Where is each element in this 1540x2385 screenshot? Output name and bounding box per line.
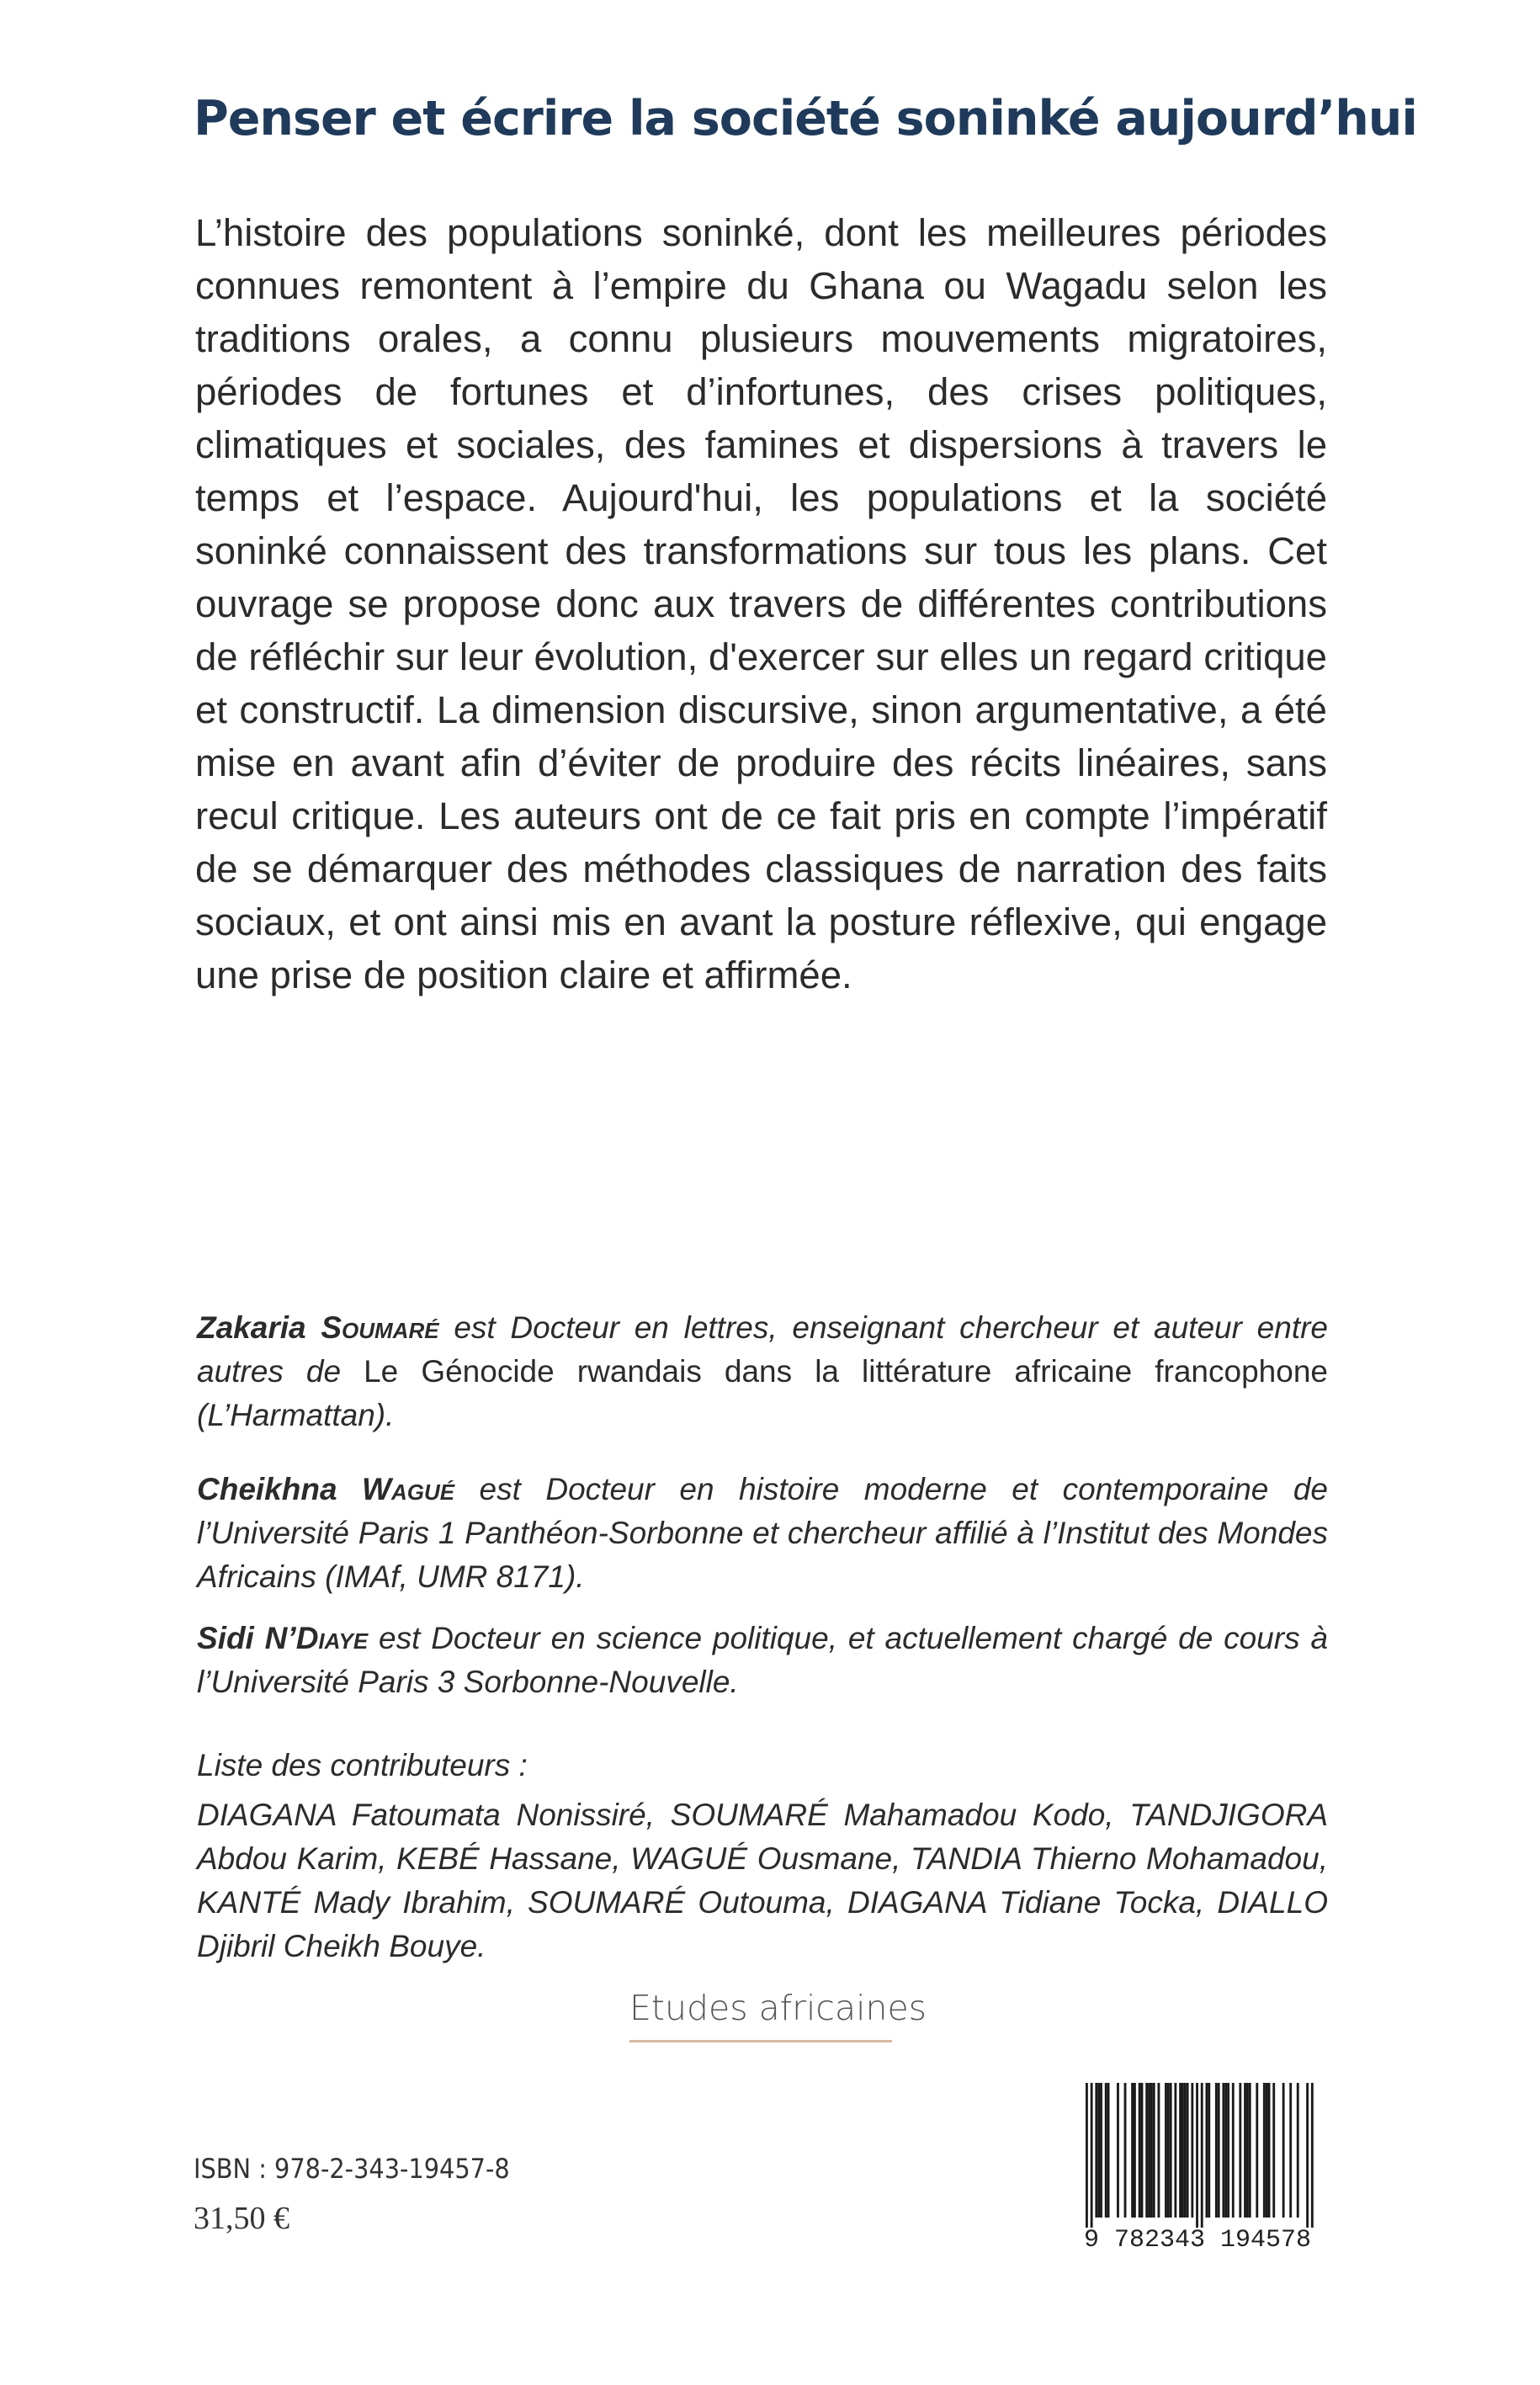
barcode-bar [1311, 2083, 1314, 2228]
barcode-bar [1167, 2083, 1170, 2218]
barcode-bar [1239, 2083, 1241, 2218]
author-book-title: Le Génocide rwandais dans la littérature africaine francophone [364, 1354, 1328, 1389]
author-last-name: Diaye [295, 1621, 369, 1655]
barcode-bar [1105, 2083, 1107, 2218]
barcode-bar [1158, 2083, 1160, 2218]
barcode-bar [1174, 2083, 1176, 2218]
contributors-list: DIAGANA Fatoumata Nonissiré, SOUMARÉ Mahamadou Kodo, TANDJIGORA Abdou Karim, KEBÉ Hassane, WAGUÉ Ousmane, TANDIA Thierno Mohamadou, KANTÉ Mady Ibrahim, SOUMARÉ Outouma, DIAGANA Tidiane Tocka, DIALLO Djibril Cheikh Bouye. [197, 1798, 1328, 1963]
author-last-name: Wagué [362, 1472, 455, 1506]
barcode-bar [1227, 2083, 1229, 2218]
barcode-bar [1196, 2083, 1198, 2228]
author-publisher: (L’Harmattan). [197, 1398, 395, 1432]
barcode-bar [1282, 2083, 1285, 2218]
barcode-bar [1091, 2083, 1093, 2228]
author-bio-text: est Docteur en histoire moderne et contemporaine de l’Université Paris 1 Panthéon-Sorbonne et chercheur affilié à l’Institut des Mondes Africains (IMAf, UMR 8171). [197, 1472, 1329, 1594]
isbn: ISBN : 978-2-343-19457-8 [194, 2153, 510, 2185]
book-title: Penser et écrire la société soninké aujourd’hui [194, 91, 1417, 146]
barcode-bar [1215, 2083, 1218, 2218]
barcode-bar [1206, 2083, 1208, 2218]
barcode-bar [1187, 2083, 1189, 2218]
author-first-name: Sidi N’ [197, 1621, 296, 1655]
barcode-bar [1263, 2083, 1266, 2218]
barcode-bar [1150, 2083, 1153, 2218]
barcode-bar [1179, 2083, 1182, 2218]
barcode-bar [1249, 2083, 1251, 2218]
contributors-label: Liste des contributeurs : [197, 1748, 528, 1782]
collection-underline [629, 2040, 892, 2042]
barcode-bar [1208, 2083, 1210, 2218]
barcode-bar [1184, 2083, 1187, 2218]
author-bio-1 [197, 1306, 1328, 1437]
author-bio-text: est Docteur en science politique, et actuellement chargé de cours à l’Université Paris 3 Sorbonne-Nouvelle. [197, 1621, 1328, 1699]
barcode-bar [1148, 2083, 1150, 2218]
barcode-bars [1086, 2083, 1314, 2228]
author-bio-3 [197, 1617, 1328, 1704]
barcode-bar [1086, 2083, 1088, 2228]
barcode [1067, 2081, 1328, 2250]
barcode-bar [1201, 2083, 1203, 2228]
barcode-bar [1153, 2083, 1155, 2218]
barcode-bar [1182, 2083, 1184, 2218]
barcode-bar [1095, 2083, 1097, 2218]
barcode-bar [1272, 2083, 1275, 2218]
barcode-bar [1145, 2083, 1148, 2218]
author-bio-2 [197, 1468, 1328, 1599]
collection-name: Etudes africaines [629, 1988, 927, 2028]
barcode-bar [1107, 2083, 1110, 2218]
barcode-bar [1139, 2083, 1141, 2218]
barcode-bar [1131, 2083, 1134, 2218]
barcode-bar [1191, 2083, 1193, 2218]
barcode-bar [1165, 2083, 1167, 2218]
barcode-bar [1297, 2083, 1299, 2218]
barcode-bar [1268, 2083, 1271, 2218]
barcode-bar [1218, 2083, 1220, 2218]
barcode-bar [1232, 2083, 1235, 2218]
barcode-bar [1170, 2083, 1172, 2218]
author-last-name: Soumaré [321, 1310, 439, 1345]
barcode-bar [1306, 2083, 1309, 2228]
barcode-bar [1266, 2083, 1268, 2218]
barcode-bar [1256, 2083, 1258, 2218]
barcode-bar [1117, 2083, 1119, 2218]
author-bio-text: est Docteur en lettres, enseignant chercheur et auteur entre autres de [197, 1310, 1328, 1389]
author-first-name: Zakaria [197, 1310, 306, 1345]
barcode-bar [1141, 2083, 1144, 2218]
barcode-bar [1134, 2083, 1136, 2218]
price: 31,50 € [194, 2201, 289, 2236]
barcode-number: 9 782343 194578 [1083, 2226, 1312, 2250]
author-first-name: Cheikhna [197, 1472, 337, 1506]
barcode-bar [1100, 2083, 1102, 2218]
barcode-bar [1289, 2083, 1292, 2218]
summary-text: L’histoire des populations soninké, dont les meilleures périodes connues remontent à l’empire du Ghana ou Wagadu selon les traditions orales, a connu plusieurs mouvements migratoires, périodes de fortunes et d’infortunes, des crises politiques, climatiques et sociales, des famines et dispersions à travers le temps et l’espace. Aujourd'hui, les populations et la société soninké connaissent des transformations sur tous les plans. Cet ouvrage se propose donc aux travers de différentes contributions de réfléchir sur leur évolution, d'exercer sur elles un regard critique et constructif. La dimension discursive, sinon argumentative, a été mise en avant afin d’éviter de produire des récits linéaires, sans recul critique. Les auteurs ont de ce fait pris en compte l’impératif de se démarquer des méthodes classiques de narration des faits sociaux, et ont ainsi mis en avant la posture réflexive, qui engage une prise de position claire et affirmée. [195, 211, 1327, 996]
barcode-bar [1224, 2083, 1227, 2218]
barcode-bar [1097, 2083, 1100, 2218]
barcode-bar [1222, 2083, 1224, 2218]
barcode-bar [1124, 2083, 1127, 2218]
barcode-bar [1244, 2083, 1246, 2218]
barcode-bar [1246, 2083, 1249, 2218]
